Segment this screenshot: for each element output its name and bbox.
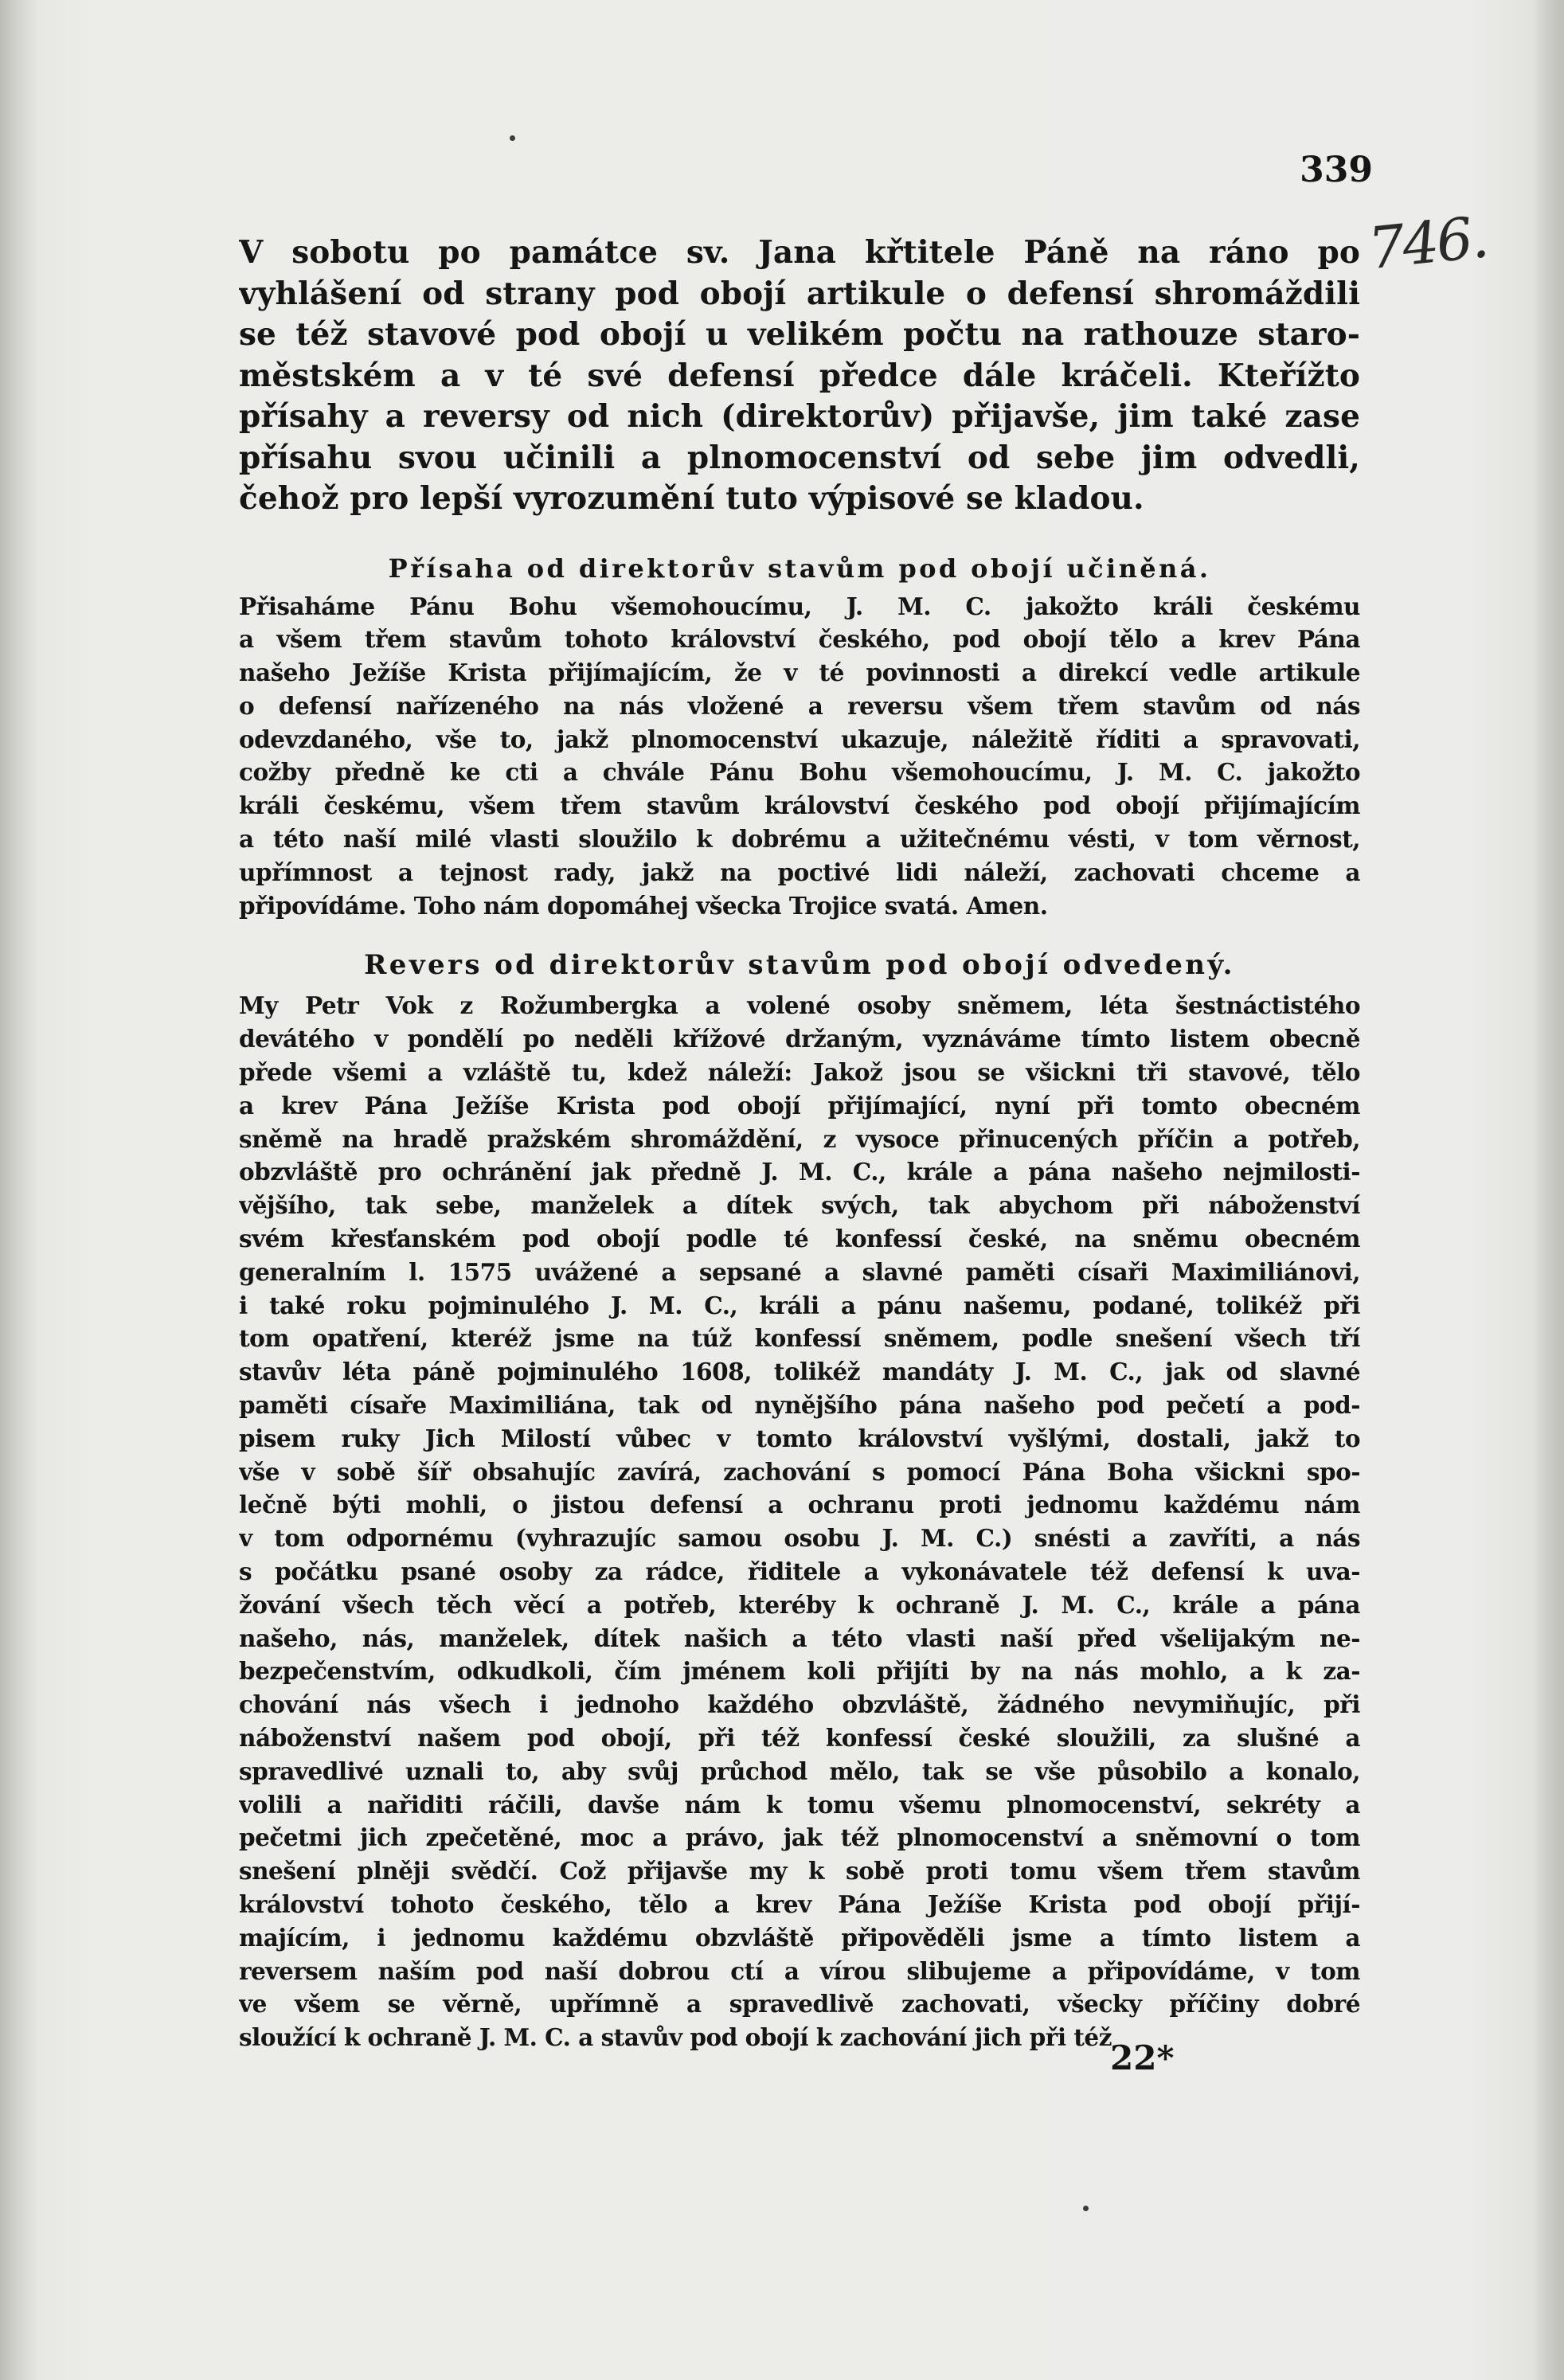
revers-line: pisem ruky Jich Milostí vůbec v tomto království vyšlými, dostali, jakž to <box>239 1424 1360 1452</box>
revers-line: sněmě na hradě pražském shromáždění, z vysoce přinucených příčin a potřeb, <box>239 1124 1360 1153</box>
revers-line: chování nás všech i jednoho každého obzvláště, žádného nevymiňujíc, při <box>239 1690 1360 1719</box>
revers-line: vše v sobě šíř obsahujíc zavírá, zachování s pomocí Pána Boha všickni spo- <box>239 1457 1360 1486</box>
oath-paragraph <box>239 590 1360 923</box>
revers-line: pečetmi jich zpečetěné, moc a právo, jak též plnomocenství a sněmovní o tom <box>239 1823 1360 1852</box>
speck <box>1083 2206 1089 2211</box>
oath-heading: Přísaha od direktorův stavům pod obojí učiněná. <box>388 553 1211 584</box>
revers-line: spravedlivé uznali to, aby svůj průchod mělo, tak se vše působilo a konalo, <box>239 1757 1360 1785</box>
revers-line: našeho, nás, manželek, dítek našich a této vlasti naší před všelijakým ne- <box>239 1624 1360 1652</box>
revers-line: generalním l. 1575 uvážené a sepsané a slavné paměti císaři Maximiliánovi, <box>239 1257 1360 1286</box>
page-edge-right <box>1532 0 1564 2380</box>
intro-line: V sobotu po památce sv. Jana křtitele Páně na ráno po <box>239 234 1360 271</box>
revers-line: svém křesťanském pod obojí podle té konfessí české, na sněmu obecném <box>239 1225 1360 1253</box>
oath-line: upřímnost a tejnost rady, jakž na poctivé lidi náleží, zachovati chceme a <box>239 858 1360 886</box>
oath-line: našeho Ježíše Krista přijímajícím, že v té povinnosti a direkcí vedle artikule <box>239 659 1360 687</box>
revers-line: stavův léta páně pojminulého 1608, tolikéž mandáty J. M. C., jak od slavné <box>239 1358 1360 1386</box>
oath-line: a všem třem stavům tohoto království českého, pod obojí tělo a krev Pána <box>239 625 1360 654</box>
intro-line: přísahu svou učinili a plnomocenství od sebe jim odvedli, <box>239 439 1360 476</box>
oath-line: odevzdaného, vše to, jakž plnomocenství ukazuje, náležitě říditi a spravovati, <box>239 725 1360 753</box>
page-edge-left <box>0 0 38 2380</box>
text-body <box>239 233 1360 2054</box>
page-number: 339 <box>1300 150 1373 190</box>
revers-line: reversem naším pod naší dobrou ctí a vírou slibujeme a připovídáme, v tom <box>239 1956 1360 1985</box>
revers-line: vějšího, tak sebe, manželek a dítek svých, tak abychom při náboženství <box>239 1191 1360 1220</box>
revers-line: devátého v pondělí po neděli křížové držaným, vyznáváme tímto listem obecně <box>239 1025 1360 1053</box>
revers-line: obzvláště pro ochránění jak předně J. M. C., krále a pána našeho nejmilosti- <box>239 1158 1360 1186</box>
oath-line: králi českému, všem třem stavům království českého pod obojí přijímajícím <box>239 791 1360 820</box>
handwritten-note: 746. <box>1365 203 1490 283</box>
revers-line: žování všech těch věcí a potřeb, kteréby k ochraně J. M. C., krále a pána <box>239 1590 1360 1619</box>
speck <box>510 135 515 141</box>
revers-line: snešení plněji svědčí. Což přijavše my k sobě proti tomu všem třem stavům <box>239 1857 1360 1886</box>
oath-line: a této naší milé vlasti sloužilo k dobrému a užitečnému vésti, v tom věrnost, <box>239 825 1360 854</box>
revers-line: království tohoto českého, tělo a krev Pána Ježíše Krista pod obojí přijí- <box>239 1890 1360 1918</box>
revers-line: ve všem se věrně, upřímně a spravedlivě zachovati, všecky příčiny dobré <box>239 1990 1360 2019</box>
revers-line: lečně býti mohli, o jistou defensí a ochranu proti jednomu každému nám <box>239 1491 1360 1519</box>
intro-paragraph <box>239 233 1360 520</box>
intro-line: městském a v té své defensí předce dále kráčeli. Kteřížto <box>239 357 1360 394</box>
revers-line: náboženství našem pod obojí, při též konfessí české sloužili, za slušné a <box>239 1724 1360 1752</box>
intro-line: přísahy a reversy od nich (direktorův) přijavše, jim také zase <box>239 398 1360 435</box>
revers-line: i také roku pojminulého J. M. C., králi a pánu našemu, podané, tolikéž při <box>239 1291 1360 1319</box>
intro-line: se též stavové pod obojí u velikém počtu na rathouze staro- <box>239 316 1360 353</box>
revers-line: bezpečenstvím, odkudkoli, čím jménem koli přijíti by na nás mohlo, a k za- <box>239 1657 1360 1686</box>
revers-line: v tom odpornému (vyhrazujíc samou osobu J. M. C.) snésti a zavříti, a nás <box>239 1524 1360 1553</box>
revers-heading: Revers od direktorův stavům pod obojí odvedený. <box>364 949 1235 982</box>
oath-line: cožby předně ke cti a chvále Pánu Bohu všemohoucímu, J. M. C. jakožto <box>239 758 1360 787</box>
oath-line: Přisaháme Pánu Bohu všemohoucímu, J. M. C. jakožto králi českému <box>239 592 1360 620</box>
signature-mark: 22* <box>1110 2038 1175 2077</box>
revers-line: majícím, i jednomu každému obzvláště připověděli jsme a tímto listem a <box>239 1923 1360 1952</box>
revers-line: sloužící k ochraně J. M. C. a stavův pod obojí k zachování jich při též <box>239 2023 1112 2052</box>
revers-line: volili a nařiditi ráčili, davše nám k tomu všemu plnomocenství, sekréty a <box>239 1790 1360 1819</box>
revers-line: přede všemi a vzláště tu, kdež náleží: Jakož jsou se všickni tři stavové, tělo <box>239 1058 1360 1087</box>
revers-line: My Petr Vok z Rožumbergka a volené osoby sněmem, léta šestnáctistého <box>239 991 1360 1020</box>
oath-line: připovídáme. Toho nám dopomáhej všecka Trojice svatá. Amen. <box>239 891 1048 920</box>
intro-line: vyhlášení od strany pod obojí artikule o defensí shromáždili <box>239 275 1360 312</box>
revers-paragraph <box>239 989 1360 2054</box>
revers-line: s počátku psané osoby za rádce, řiditele a vykonávatele též defensí k uva- <box>239 1557 1360 1586</box>
revers-line: paměti císaře Maximiliána, tak od nynějšího pána našeho pod pečetí a pod- <box>239 1391 1360 1420</box>
oath-line: o defensí nařízeného na nás vložené a reversu všem třem stavům od nás <box>239 691 1360 720</box>
revers-line: tom opatření, kteréž jsme na túž konfessí sněmem, podle snešení všech tří <box>239 1324 1360 1353</box>
revers-line: a krev Pána Ježíše Krista pod obojí přijímající, nyní při tomto obecném <box>239 1091 1360 1120</box>
intro-line: čehož pro lepší vyrozumění tuto výpisové se kladou. <box>239 480 1144 517</box>
